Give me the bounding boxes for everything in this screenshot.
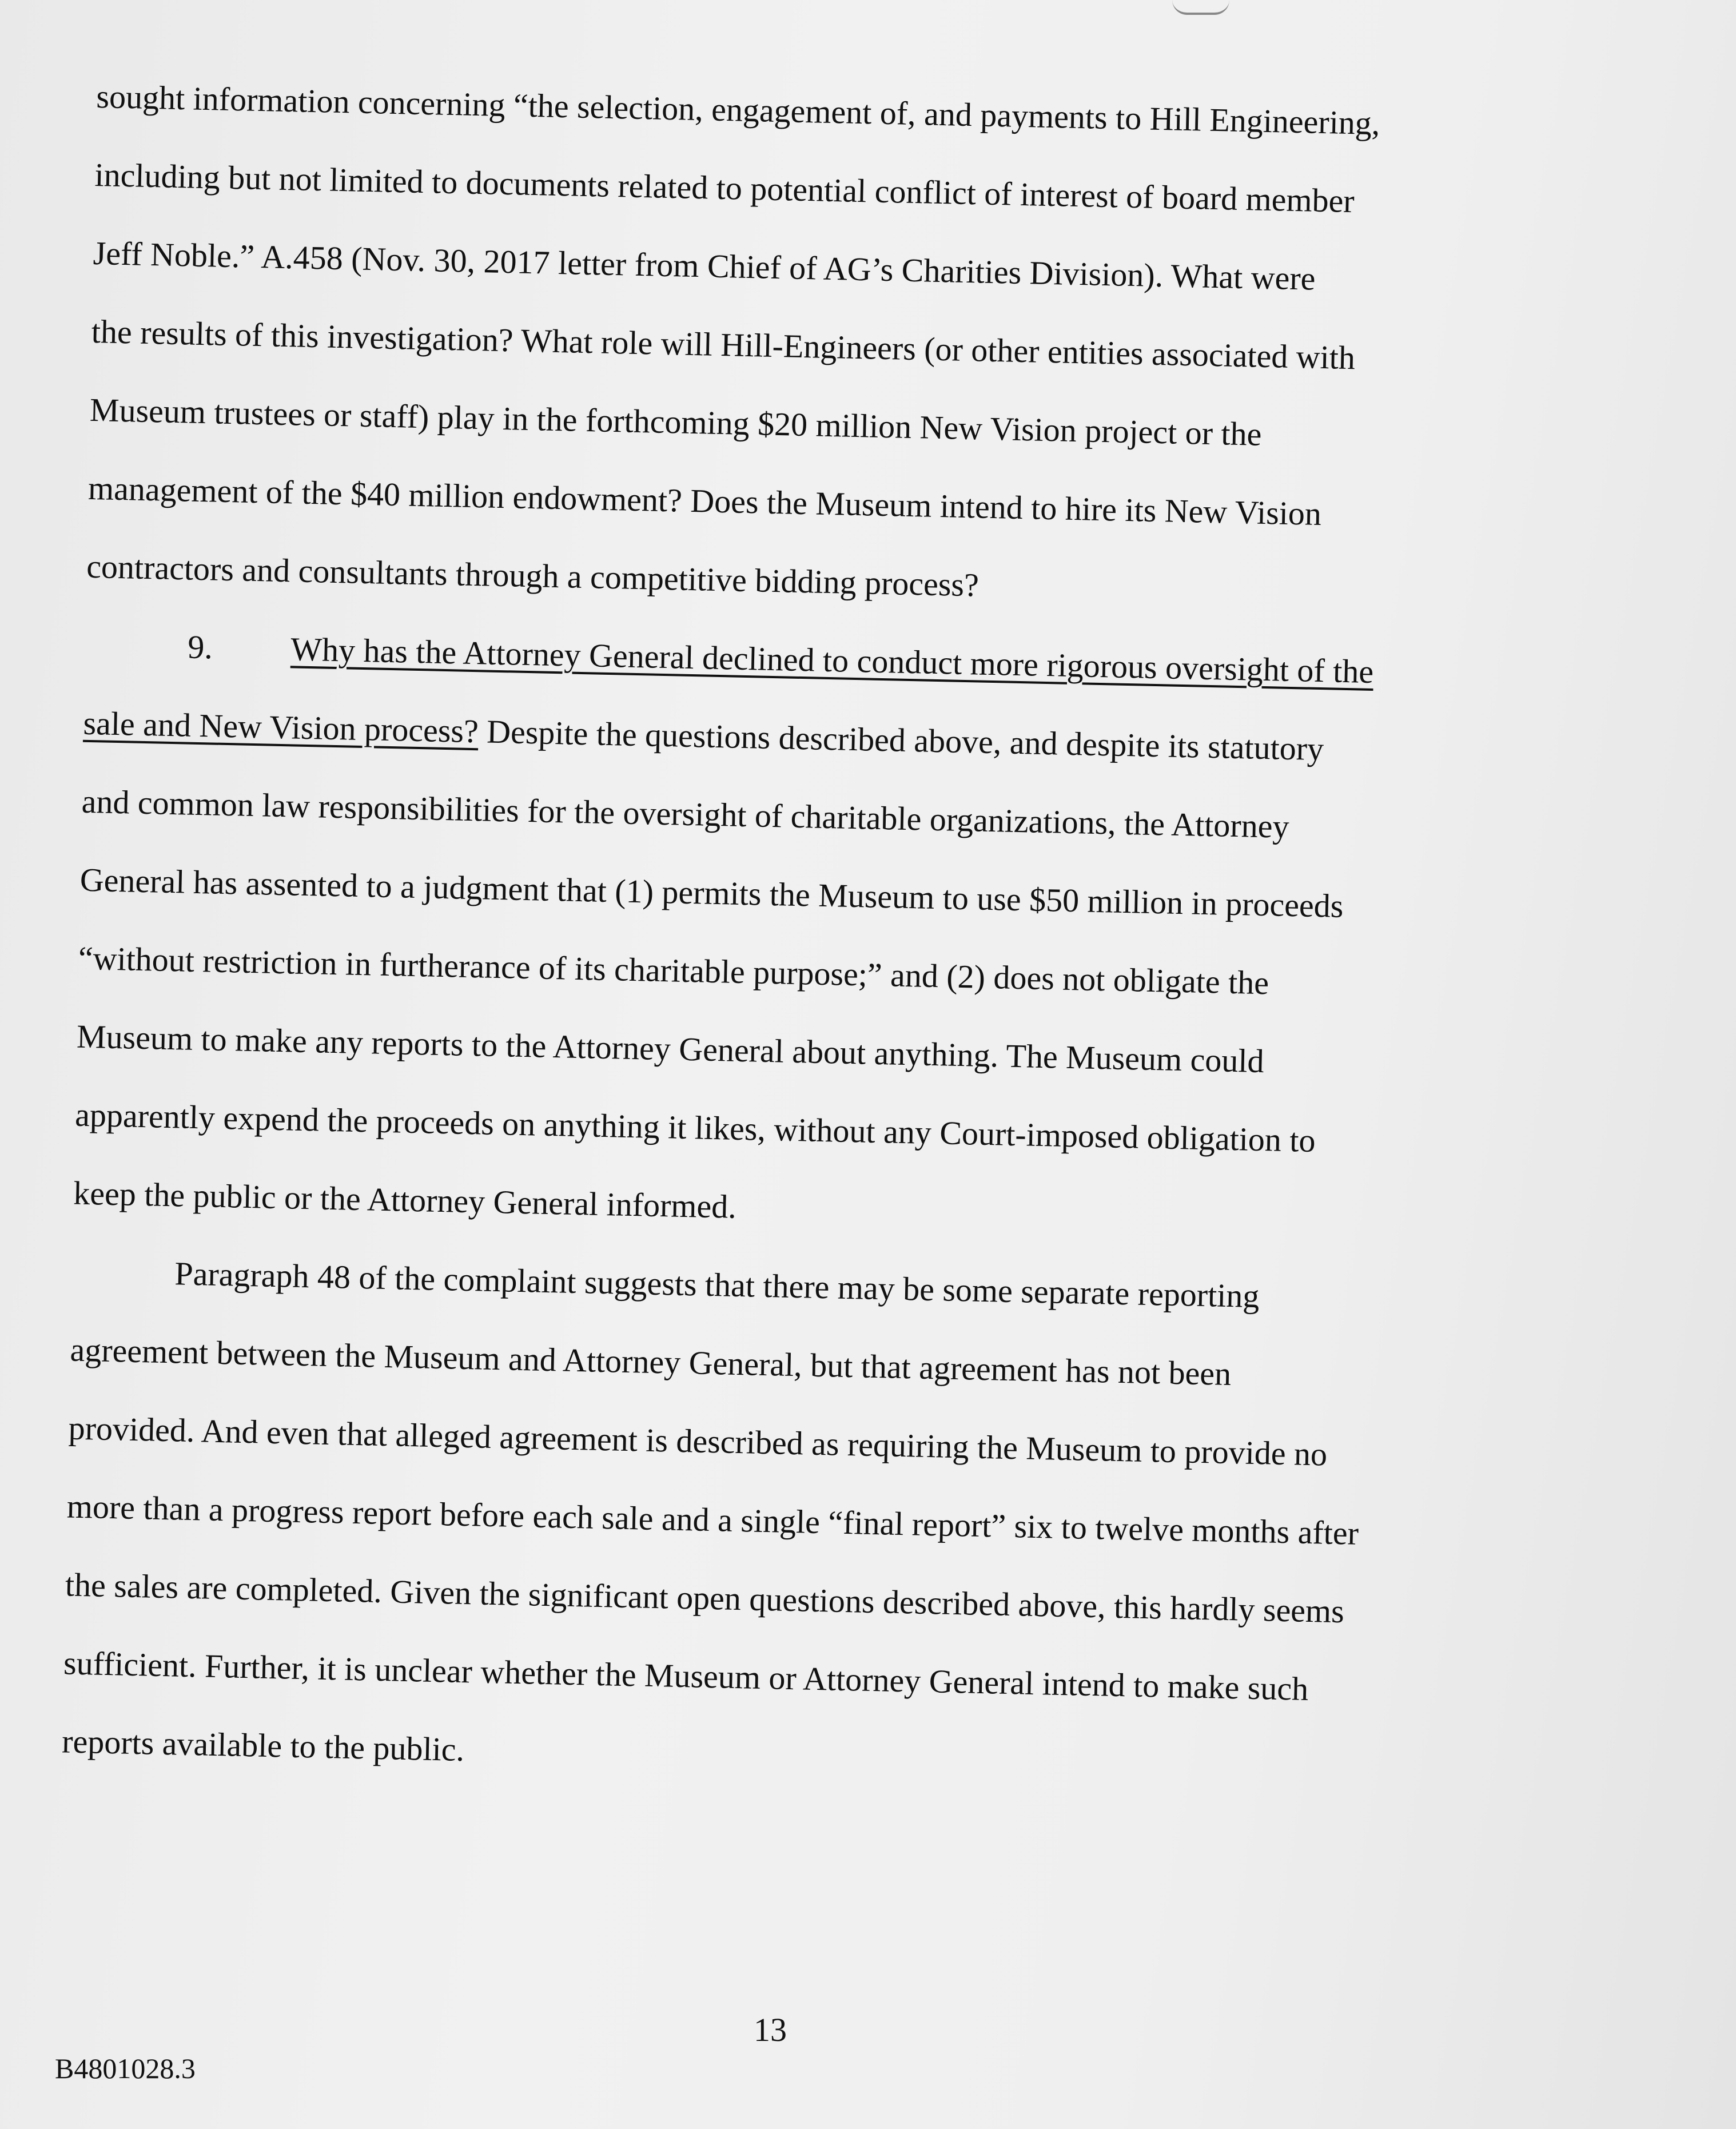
text-line: contractors and consultants through a competitive bidding process? (86, 547, 980, 604)
text-line: provided. And even that alleged agreement is described as requiring the Museum to provide no (68, 1409, 1328, 1473)
underlined-heading: Why has the Attorney General declined to conduct more rigorous oversight of the (290, 630, 1374, 690)
text-line: sufficient. Further, it is unclear whether the Museum or Attorney General intend to make such (63, 1644, 1309, 1708)
text-line: agreement between the Museum and Attorney General, but that agreement has not been (69, 1331, 1232, 1393)
text-line: Museum trustees or staff) play in the forthcoming $20 million New Vision project or the (89, 391, 1263, 453)
paragraph-number: 9. (187, 628, 213, 666)
text-span: Despite the questions described above, and despite its statutory (478, 713, 1324, 768)
text-line: keep the public or the Attorney General informed. (73, 1174, 737, 1225)
text-line: management of the $40 million endowment? Does the Museum intend to hire its New Vision (87, 469, 1322, 533)
text-line: sought information concerning “the selection, engagement of, and payments to Hill Engineering, (95, 77, 1381, 142)
text-line: “without restriction in furtherance of its charitable purpose;” and (2) does not obligate the (78, 939, 1269, 1002)
text-line: more than a progress report before each sale and a single “final report” six to twelve months after (66, 1487, 1359, 1552)
text-line: the sales are completed. Given the significant open questions described above, this hardly seems (65, 1566, 1345, 1630)
text-line: Jeff Noble.” A.458 (Nov. 30, 2017 letter from Chief of AG’s Charities Division). What were (93, 234, 1316, 297)
text-line: and common law responsibilities for the oversight of charitable organizations, the Attorney (81, 782, 1290, 845)
text-line: the results of this investigation? What role will Hill-Engineers (or other entities associated with (91, 312, 1356, 377)
text-line: General has assented to a judgment that (1) permits the Museum to use $50 million in proceeds (79, 861, 1344, 925)
text-line: Museum to make any reports to the Attorney General about anything. The Museum could (76, 1017, 1265, 1080)
text-line: Paragraph 48 of the complaint suggests that there may be some separate reporting (174, 1255, 1260, 1315)
page-number: 13 (754, 2011, 787, 2048)
document-body (61, 57, 1544, 1810)
text-line: including but not limited to documents related to potential conflict of interest of board member (94, 156, 1355, 220)
binder-clip-edge (1172, 0, 1229, 15)
document-id: B4801028.3 (55, 2052, 196, 2084)
underlined-heading: sale and New Vision process? (82, 704, 479, 750)
text-line: reports available to the public. (61, 1722, 465, 1769)
text-line: apparently expend the proceeds on anything it likes, without any Court-imposed obligation to (74, 1096, 1316, 1160)
